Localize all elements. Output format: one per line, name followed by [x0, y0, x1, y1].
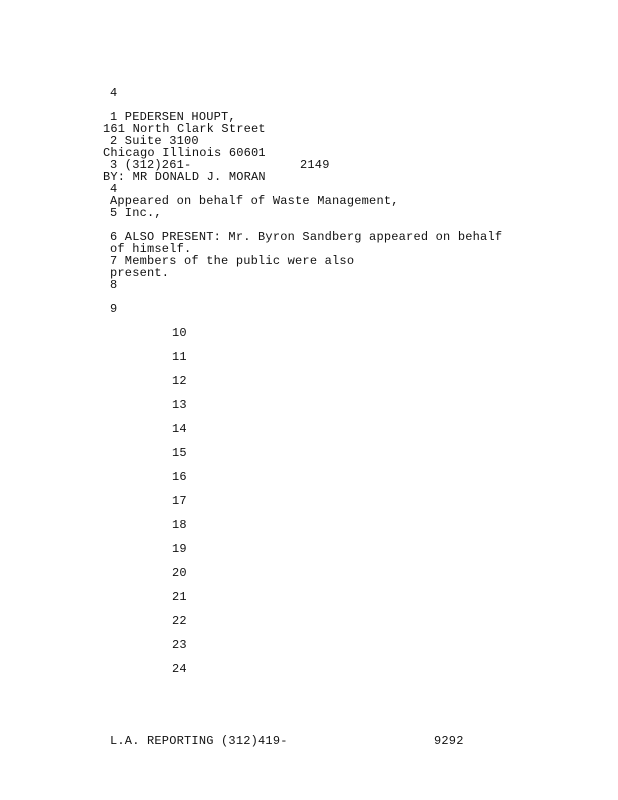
line-number: 12 [172, 374, 187, 388]
line-number: 20 [172, 566, 187, 580]
footer-number: 9292 [434, 734, 464, 748]
text-line: 2149 [300, 158, 330, 172]
text-line: Chicago Illinois 60601 [103, 146, 266, 160]
text-line: 6 ALSO PRESENT: Mr. Byron Sandberg appeared on behalf [110, 230, 503, 244]
line-number: 13 [172, 398, 187, 412]
line-number: 21 [172, 590, 187, 604]
text-line: 3 (312)261- [110, 158, 192, 172]
line-number: 17 [172, 494, 187, 508]
text-line: 7 Members of the public were also [110, 254, 355, 268]
text-line: BY: MR DONALD J. MORAN [103, 170, 266, 184]
text-line: 5 Inc., [110, 206, 162, 220]
text-line: 8 [110, 278, 118, 292]
line-number: 18 [172, 518, 187, 532]
text-line: present. [110, 266, 170, 280]
text-line: 4 [110, 182, 118, 196]
text-line: of himself. [110, 242, 192, 256]
text-line: Appeared on behalf of Waste Management, [110, 194, 399, 208]
line-number: 19 [172, 542, 187, 556]
footer-reporter: L.A. REPORTING (312)419- [110, 734, 288, 748]
line-number: 22 [172, 614, 187, 628]
text-line: 2 Suite 3100 [110, 134, 199, 148]
text-line: 1 PEDERSEN HOUPT, [110, 110, 236, 124]
text-line: 161 North Clark Street [103, 122, 266, 136]
line-number: 10 [172, 326, 187, 340]
text-line: 9 [110, 302, 118, 316]
line-number: 24 [172, 662, 187, 676]
line-number: 11 [172, 350, 187, 364]
line-number: 23 [172, 638, 187, 652]
line-number: 16 [172, 470, 187, 484]
line-number: 14 [172, 422, 187, 436]
line-number: 15 [172, 446, 187, 460]
page-number: 4 [110, 86, 118, 100]
